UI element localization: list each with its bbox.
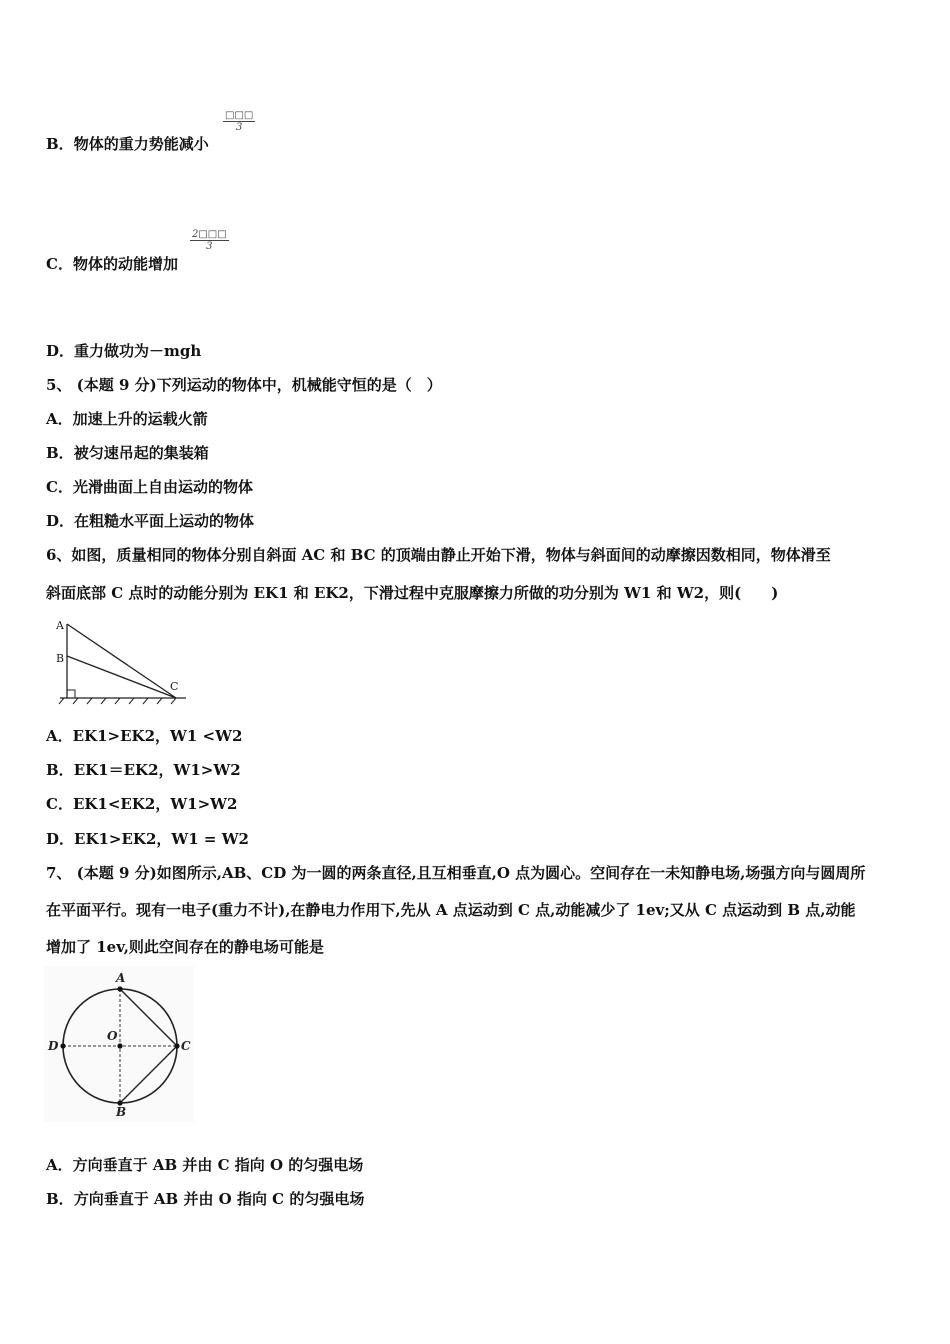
incline-bc — [67, 656, 179, 698]
option-label: B． — [46, 135, 74, 153]
q7-option-a — [46, 1155, 363, 1175]
q5-stem: 5、 (本题 9 分)下列运动的物体中，机械能守恒的是（ ） — [46, 376, 442, 394]
right-angle-mark — [67, 690, 75, 698]
q6-option-c — [46, 794, 237, 814]
option-label: C． — [46, 795, 73, 813]
option-label: A． — [46, 410, 73, 428]
point-c-dot — [174, 1043, 179, 1048]
q5-option-b — [46, 443, 209, 463]
option-label: D． — [46, 342, 75, 360]
q5-option-a — [46, 409, 208, 429]
option-text: 在粗糙水平面上运动的物体 — [74, 512, 255, 530]
option-label: D． — [46, 512, 75, 530]
option-label: B． — [46, 444, 74, 462]
q5-option-c — [46, 477, 253, 497]
q7-stem-line3: 增加了 1ev,则此空间存在的静电场可能是 — [46, 938, 324, 956]
q7-stem-line1: 7、 (本题 9 分)如图所示,AB、CD 为一圆的两条直径,且互相垂直,O 点为圆心。空间存在一未知静电场,场强方向与圆周所 — [46, 864, 866, 882]
option-label: D． — [46, 830, 75, 848]
prev-option-b — [46, 134, 209, 154]
option-text: EK1＝EK2，W1>W2 — [73, 761, 241, 779]
fraction-b-denominator: 3 — [235, 122, 243, 133]
point-o-dot — [117, 1043, 122, 1048]
fraction-c-numerator: 2□□□ — [192, 229, 227, 240]
point-d-dot — [60, 1043, 65, 1048]
option-label: A． — [46, 727, 73, 745]
option-label: C． — [46, 255, 73, 273]
option-text: EK1>EK2，W1 <W2 — [72, 727, 243, 745]
option-text: 重力做功为－mgh — [74, 342, 202, 360]
prev-option-c — [46, 254, 178, 274]
q6-option-d — [46, 829, 249, 849]
option-text: 加速上升的运载火箭 — [72, 410, 208, 428]
option-text: 方向垂直于 AB 并由 C 指向 O 的匀强电场 — [72, 1156, 364, 1174]
prev-option-d — [46, 341, 201, 361]
option-text: EK1>EK2，W1 = W2 — [74, 830, 249, 848]
option-text: EK1<EK2，W1>W2 — [72, 795, 238, 813]
option-label: C． — [46, 478, 73, 496]
point-b-label: B — [56, 652, 65, 665]
incline-ac — [67, 624, 179, 698]
q6-option-a — [46, 726, 242, 746]
point-a-label: A — [116, 971, 126, 985]
point-a-label: A — [56, 619, 64, 632]
fraction-b-numerator: □□□ — [225, 110, 254, 121]
point-d-label: D — [48, 1039, 59, 1053]
option-text: 物体的动能增加 — [72, 255, 178, 273]
point-o-label: O — [107, 1029, 118, 1043]
point-c-label: C — [170, 680, 179, 693]
q5-option-d — [46, 511, 254, 531]
option-text: 被匀速吊起的集装箱 — [73, 444, 209, 462]
fraction-c — [190, 229, 229, 252]
q6-stem-line1: 6、如图，质量相同的物体分别自斜面 AC 和 BC 的顶端由静止开始下滑，物体与斜面间的动摩擦因数相同，物体滑至 — [46, 546, 831, 564]
option-label: B． — [46, 761, 74, 779]
option-text: 物体的重力势能减小 — [73, 135, 209, 153]
q6-option-b — [46, 760, 241, 780]
fraction-c-denominator: 3 — [206, 241, 213, 252]
circle-figure — [44, 966, 194, 1122]
q6-stem-line2: 斜面底部 C 点时的动能分别为 EK1 和 EK2，下滑过程中克服摩擦力所做的功分别为 W1 和 W2，则( ) — [46, 584, 779, 602]
point-a-dot — [117, 986, 122, 991]
point-b-label: B — [116, 1105, 127, 1119]
q7-stem-line2: 在平面平行。现有一电子(重力不计),在静电力作用下,先从 A 点运动到 C 点,动能减少了 1ev;又从 C 点运动到 B 点,动能 — [46, 901, 856, 919]
option-text: 光滑曲面上自由运动的物体 — [72, 478, 253, 496]
option-text: 方向垂直于 AB 并由 O 指向 C 的匀强电场 — [73, 1190, 365, 1208]
ground-hatching — [59, 698, 176, 704]
q7-option-b — [46, 1189, 364, 1209]
fraction-b — [223, 110, 255, 133]
option-label: B． — [46, 1190, 74, 1208]
option-label: A． — [46, 1156, 73, 1174]
point-c-label: C — [181, 1039, 191, 1053]
incline-figure — [52, 616, 192, 708]
